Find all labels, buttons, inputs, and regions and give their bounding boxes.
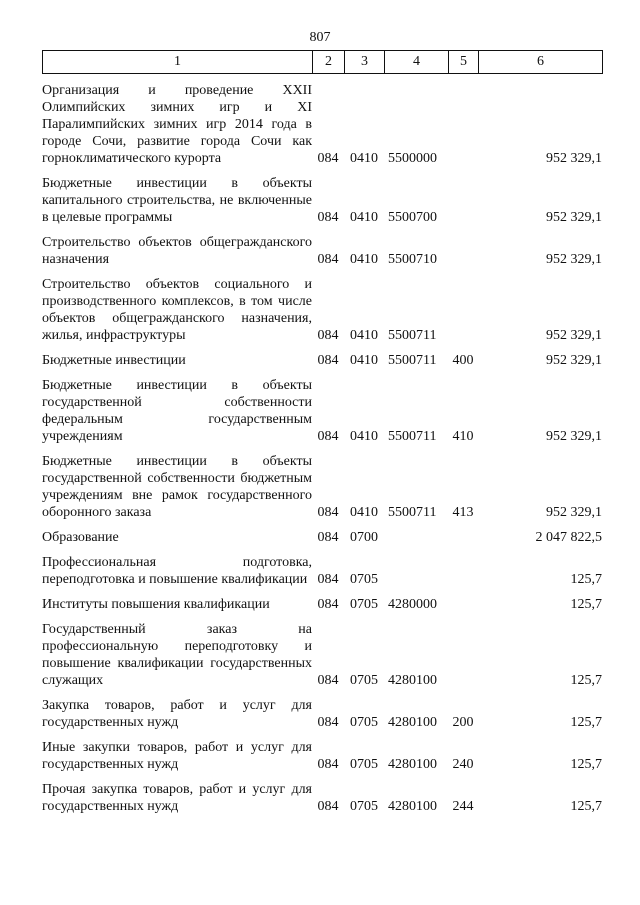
row-section-code: 0410 — [350, 353, 378, 368]
row-ministry-code: 084 — [317, 151, 339, 166]
column-header-table — [42, 50, 603, 74]
row-target-article — [384, 529, 448, 554]
header-col-6: 6 — [479, 51, 603, 74]
row-name: Государственный заказ на профессиональную переподготовку и повышение квалификации государственных служащих — [42, 622, 312, 688]
row-ministry-code: 084 — [317, 673, 339, 688]
row-name: Образование — [42, 530, 119, 545]
table-row — [42, 276, 602, 352]
row-expense-type — [448, 82, 478, 175]
row-section-code: 0410 — [350, 505, 378, 520]
row-ministry-code: 084 — [317, 715, 339, 730]
row-section-code: 0705 — [350, 799, 378, 814]
row-name: Строительство объектов социального и производственного комплексов, в том числе объектов общегражданского назначения, жилья, инфраструктуры — [42, 277, 312, 343]
row-amount: 952 329,1 — [546, 505, 602, 520]
row-ministry-code: 084 — [317, 597, 339, 612]
row-name: Бюджетные инвестиции в объекты капитального строительства, не включенные в целевые программы — [42, 176, 312, 225]
page-number: 807 — [309, 30, 331, 45]
row-target-article: 4280100 — [388, 715, 437, 730]
row-target-article: 4280100 — [388, 799, 437, 814]
row-ministry-code: 084 — [317, 572, 339, 587]
table-row — [42, 596, 602, 621]
row-ministry-code: 084 — [317, 252, 339, 267]
row-section-code: 0705 — [350, 572, 378, 587]
table-row — [42, 529, 602, 554]
table-row — [42, 739, 602, 781]
row-name: Строительство объектов общегражданского назначения — [42, 235, 312, 267]
row-section-code: 0705 — [350, 757, 378, 772]
row-name: Бюджетные инвестиции в объекты государственной собственности бюджетным учреждениям вне рамок государственного оборонного заказа — [42, 454, 312, 520]
table-row — [42, 781, 602, 823]
row-name: Бюджетные инвестиции — [42, 353, 186, 368]
table-row — [42, 377, 602, 453]
row-section-code: 0705 — [350, 597, 378, 612]
table-row — [42, 554, 602, 596]
row-expense-type: 200 — [452, 715, 474, 730]
row-expense-type: 410 — [452, 429, 474, 444]
table-row — [42, 82, 602, 175]
row-amount: 952 329,1 — [546, 151, 602, 166]
row-section-code: 0410 — [350, 151, 378, 166]
row-ministry-code: 084 — [317, 210, 339, 225]
row-section-code: 0705 — [350, 715, 378, 730]
row-amount: 952 329,1 — [546, 353, 602, 368]
row-amount: 952 329,1 — [546, 429, 602, 444]
row-name: Прочая закупка товаров, работ и услуг для государственных нужд — [42, 782, 312, 814]
row-section-code: 0705 — [350, 673, 378, 688]
row-expense-type: 244 — [452, 799, 474, 814]
row-target-article: 5500000 — [388, 151, 437, 166]
table-row — [42, 175, 602, 234]
row-ministry-code: 084 — [317, 429, 339, 444]
row-section-code: 0410 — [350, 328, 378, 343]
row-amount: 952 329,1 — [546, 328, 602, 343]
row-amount: 125,7 — [570, 597, 602, 612]
row-amount: 2 047 822,5 — [535, 530, 602, 545]
row-target-article — [384, 554, 448, 596]
row-expense-type — [448, 175, 478, 234]
row-amount: 125,7 — [570, 757, 602, 772]
row-target-article: 4280000 — [388, 597, 437, 612]
row-expense-type — [448, 554, 478, 596]
row-target-article: 5500711 — [388, 328, 437, 343]
row-expense-type — [448, 621, 478, 697]
row-target-article: 5500700 — [388, 210, 437, 225]
row-expense-type: 413 — [452, 505, 474, 520]
header-col-1: 1 — [43, 51, 313, 74]
table-row — [42, 621, 602, 697]
table-row — [42, 352, 602, 377]
row-name: Профессиональная подготовка, переподготовка и повышение квалификации — [42, 555, 312, 587]
row-name: Бюджетные инвестиции в объекты государственной собственности федеральным государственным учреждениям — [42, 378, 312, 444]
row-target-article: 5500711 — [388, 505, 437, 520]
header-col-3: 3 — [345, 51, 385, 74]
budget-table — [42, 82, 602, 823]
row-expense-type: 400 — [452, 353, 474, 368]
row-name: Организация и проведение XXII Олимпийских зимних игр и XI Паралимпийских зимних игр 2014 года в городе Сочи, развитие города Сочи как горноклиматического курорта — [42, 83, 312, 166]
row-section-code: 0410 — [350, 252, 378, 267]
row-amount: 125,7 — [570, 715, 602, 730]
table-row — [42, 453, 602, 529]
row-amount: 125,7 — [570, 673, 602, 688]
row-section-code: 0410 — [350, 429, 378, 444]
header-col-2: 2 — [313, 51, 345, 74]
row-target-article: 4280100 — [388, 673, 437, 688]
header-col-5: 5 — [449, 51, 479, 74]
row-target-article: 5500710 — [388, 252, 437, 267]
row-target-article: 5500711 — [388, 429, 437, 444]
column-header-row — [43, 51, 603, 74]
row-amount: 125,7 — [570, 572, 602, 587]
row-ministry-code: 084 — [317, 353, 339, 368]
row-name: Иные закупки товаров, работ и услуг для государственных нужд — [42, 740, 312, 772]
row-expense-type: 240 — [452, 757, 474, 772]
row-expense-type — [448, 276, 478, 352]
header-col-4: 4 — [385, 51, 449, 74]
row-ministry-code: 084 — [317, 328, 339, 343]
row-ministry-code: 084 — [317, 799, 339, 814]
row-expense-type — [448, 234, 478, 276]
row-ministry-code: 084 — [317, 757, 339, 772]
row-name: Закупка товаров, работ и услуг для государственных нужд — [42, 698, 312, 730]
row-expense-type — [448, 596, 478, 621]
row-target-article: 5500711 — [388, 353, 437, 368]
row-target-article: 4280100 — [388, 757, 437, 772]
row-name: Институты повышения квалификации — [42, 597, 270, 612]
row-section-code: 0410 — [350, 210, 378, 225]
row-amount: 125,7 — [570, 799, 602, 814]
row-ministry-code: 084 — [317, 530, 339, 545]
row-amount: 952 329,1 — [546, 252, 602, 267]
table-row — [42, 234, 602, 276]
row-expense-type — [448, 529, 478, 554]
row-ministry-code: 084 — [317, 505, 339, 520]
row-section-code: 0700 — [350, 530, 378, 545]
row-amount: 952 329,1 — [546, 210, 602, 225]
table-row — [42, 697, 602, 739]
